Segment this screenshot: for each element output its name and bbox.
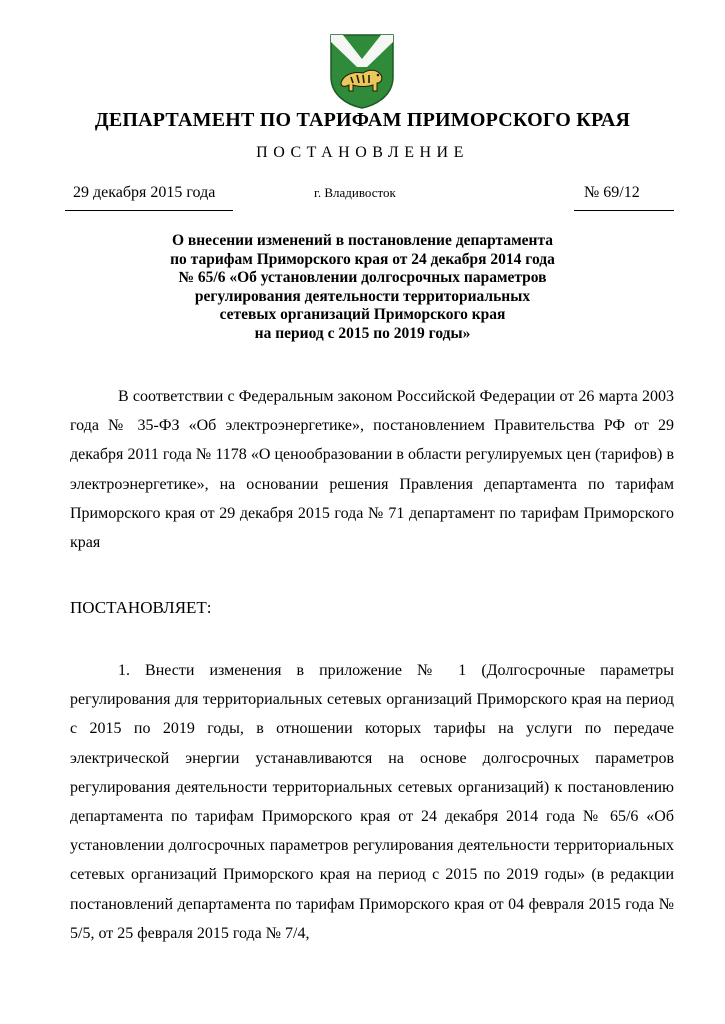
department-name: ДЕПАРТАМЕНТ ПО ТАРИФАМ ПРИМОРСКОГО КРАЯ bbox=[94, 109, 631, 131]
title-line: регулирования деятельности территориальных bbox=[194, 287, 531, 305]
resolves-heading: ПОСТАНОВЛЯЕТ: bbox=[70, 598, 212, 617]
title-line: № 65/6 «Об установлении долгосрочных параметров bbox=[178, 269, 547, 287]
document-city: г. Владивосток bbox=[314, 185, 396, 200]
title-line: О внесении изменений в постановление департамента bbox=[171, 232, 554, 249]
document-number: № 69/12 bbox=[584, 184, 640, 201]
title-line: сетевых организаций Приморского края bbox=[219, 306, 506, 324]
document-type: ПОСТАНОВЛЕНИЕ bbox=[256, 144, 469, 161]
item-1-paragraph: 1. Внести изменения в приложение № 1 (Долгосрочные параметры регулирования для территориальных сетевых организаций Приморского края на период с 2015 по 2019 годы, в отношении которых тарифы на услуги по передаче электрической энергии устанавливаются на основе долгосрочных параметров регулирования деятельности территориальных сетевых организаций) к постановлению департамента по тарифам Приморского края от 24 декабря 2014 года № 65/6 «Об установлении долгосрочных параметров регулирования деятельности территориальных сетевых организаций Приморского края на период с 2015 по 2019 годы» (в редакции постановлений департамента по тарифам Приморского края от 04 февраля 2015 года № 5/5, от 25 февраля 2015 года № 7/4, bbox=[70, 662, 674, 942]
document-title bbox=[120, 232, 605, 344]
document-date: 29 декабря 2015 года bbox=[73, 184, 216, 201]
date-underline bbox=[65, 210, 233, 211]
number-underline bbox=[574, 210, 674, 211]
title-line: по тарифам Приморского края от 24 декабря 2014 года bbox=[170, 250, 555, 268]
coat-of-arms-icon bbox=[329, 33, 395, 109]
title-line: на период с 2015 по 2019 годы» bbox=[254, 324, 471, 342]
preamble-paragraph: В соответствии с Федеральным законом Российской Федерации от 26 марта 2003 года № 35-ФЗ «Об электроэнергетике», постановлением Правительства РФ от 29 декабря 2011 года № 1178 «О ценообразовании в области регулируемых цен (тарифов) в электроэнергетике», на основании решения Правления департамента по тарифам Приморского края от 29 декабря 2015 года № 71 департамент по тарифам Приморского края bbox=[70, 388, 674, 552]
